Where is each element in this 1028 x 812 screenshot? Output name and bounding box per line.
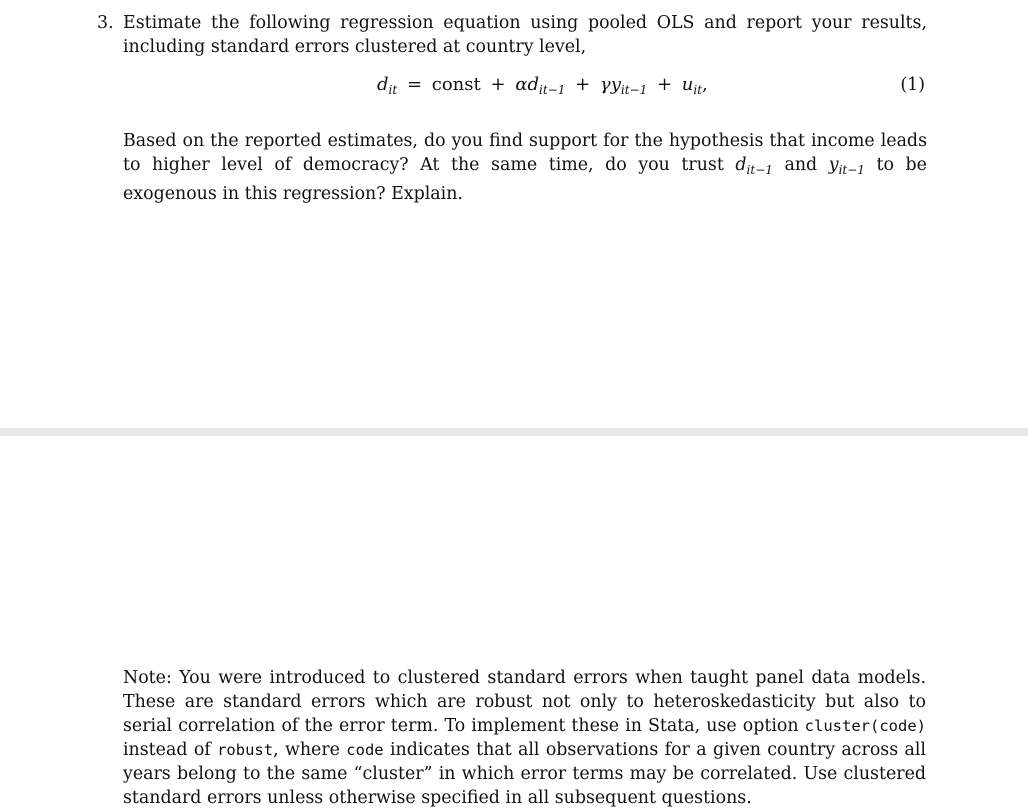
followup-text-1: Based on the reported estimates, do you find support for the hypothesis that income leads to higher level of democracy? At the same time, do you trust [123, 131, 927, 175]
eq-trailing-comma: , [702, 74, 708, 95]
note-text-3: , where [273, 740, 347, 760]
note-code-cluster: cluster(code) [804, 717, 926, 735]
eq-gamma: γ [599, 74, 611, 95]
followup-d: d [735, 155, 747, 175]
followup-and: and [772, 155, 829, 175]
page-separator [0, 428, 1028, 436]
question-3 [97, 11, 927, 206]
eq-d: d [527, 74, 539, 95]
eq-plus-3: + [656, 74, 673, 95]
clustered-se-note [123, 666, 926, 810]
equation-row [97, 67, 927, 111]
eq-equals: = [406, 74, 423, 95]
eq-u-sub: it [693, 83, 703, 97]
note-code-robust: robust [217, 741, 274, 759]
regression-equation [377, 73, 708, 102]
eq-d-sub: it−1 [539, 83, 566, 97]
eq-lhs-sub: it [388, 83, 398, 97]
followup-d-sub: it−1 [746, 163, 773, 177]
eq-y: y [610, 74, 621, 95]
note-text-1: Note: You were introduced to clustered standard errors when taught panel data models. These are standard errors which are robust not only to heteroskedasticity but also to serial correlation of the error term. To implement these in Stata, use option [123, 668, 926, 736]
question-number: 3. [97, 13, 114, 33]
eq-y-sub: it−1 [620, 83, 648, 97]
question-intro: Estimate the following regression equation using pooled OLS and report your results, including standard errors clustered at country level, [123, 13, 927, 57]
eq-plus-2: + [575, 74, 591, 95]
question-followup [123, 129, 927, 206]
page-bottom [0, 436, 1028, 812]
eq-lhs: d [377, 74, 389, 95]
followup-y-sub: it−1 [838, 163, 865, 177]
followup-y: y [828, 155, 839, 175]
eq-const: const [431, 74, 481, 95]
note-text-4: indicates that all observations for a given country across all years belong to the same “cluster” in which error terms may be correlated. Use clustered standard errors unless otherwise specified in all subsequent questions. [123, 740, 926, 808]
eq-plus-1: + [490, 74, 506, 95]
eq-u: u [681, 74, 694, 95]
note-code-code: code [346, 741, 384, 759]
eq-alpha: α [515, 74, 528, 95]
equation-number: (1) [900, 75, 925, 95]
note-text-2: instead of [123, 740, 218, 760]
followup-text-2: to be exogenous in this regression? Explain. [123, 155, 927, 204]
